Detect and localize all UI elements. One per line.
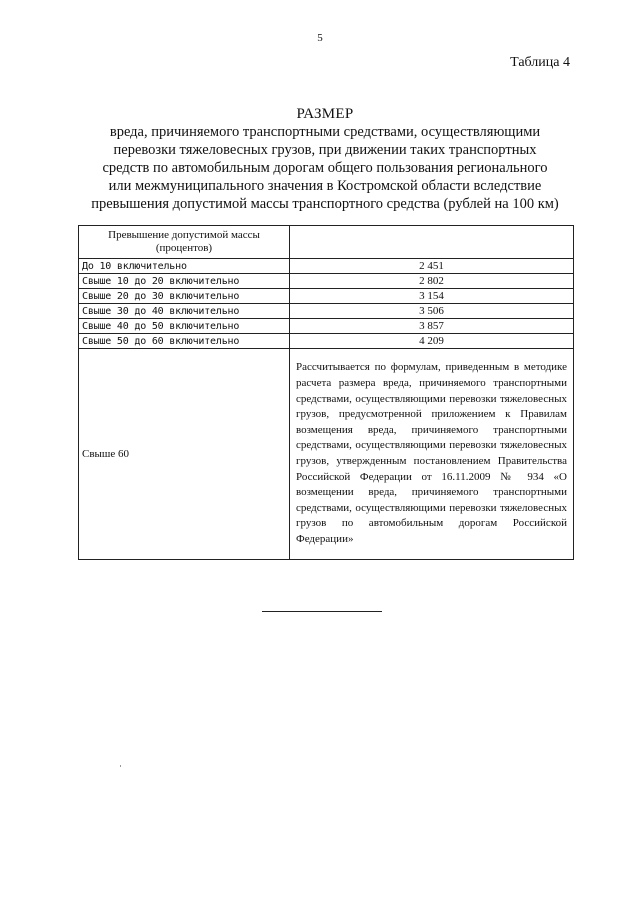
end-separator-line — [262, 611, 382, 612]
row-label: Свыше 50 до 60 включительно — [79, 334, 290, 349]
table-row — [79, 304, 574, 319]
row-value: 2 802 — [290, 274, 574, 289]
table-label: Таблица 4 — [510, 55, 570, 70]
header-text: (процентов) — [155, 242, 213, 254]
row-label: Свыше 10 до 20 включительно — [79, 274, 290, 289]
table-row-formula — [79, 349, 574, 560]
heading-line: превышения допустимой массы транспортного средства (рублей на 100 км) — [91, 196, 559, 212]
scan-speck — [120, 765, 121, 767]
row-value: 3 506 — [290, 304, 574, 319]
heading-line: средств по автомобильным дорогам общего пользования регионального — [102, 160, 548, 176]
heading-line: или межмуниципального значения в Костромской области вследствие — [108, 178, 542, 194]
table-header-row — [79, 226, 574, 259]
row-label: До 10 включительно — [79, 259, 290, 274]
heading-title: РАЗМЕР — [296, 106, 354, 122]
heading-line: перевозки тяжеловесных грузов, при движении таких транспортных — [113, 142, 537, 158]
row-label: Свыше 20 до 30 включительно — [79, 289, 290, 304]
row-label: Свыше 40 до 50 включительно — [79, 319, 290, 334]
document-heading — [60, 105, 590, 213]
header-text: Превышение допустимой массы — [108, 229, 260, 241]
header-amount — [290, 226, 574, 259]
page-number: 5 — [317, 32, 323, 44]
damage-rates-table — [78, 225, 574, 560]
table-row — [79, 319, 574, 334]
table-row — [79, 274, 574, 289]
row-value: 3 154 — [290, 289, 574, 304]
heading-line: вреда, причиняемого транспортными средствами, осуществляющими — [109, 124, 541, 140]
formula-description: Рассчитывается по формулам, приведенным в методике расчета размера вреда, причиняемого транспортными средствами, осуществляющими перевозки тяжеловесных грузов, предусмотренной приложением к Правилам возмещения вреда, причиняемого транспортными средствами, осуществляющими перевозки тяжеловесных грузов, утвержденным постановлением Правительства Российской Федерации от 16.11.2009 № 934 «О возмещении вреда, причиняемого транспортными средствами, осуществляющими перевозки тяжеловесных грузов по автомобильным дорогам Российской Федерации» — [290, 349, 574, 560]
table-row — [79, 334, 574, 349]
table-row — [79, 289, 574, 304]
row-value: 3 857 — [290, 319, 574, 334]
row-label: Свыше 60 — [79, 349, 290, 560]
row-value: 2 451 — [290, 259, 574, 274]
header-excess-percent — [79, 226, 290, 259]
row-value: 4 209 — [290, 334, 574, 349]
table-row — [79, 259, 574, 274]
row-label: Свыше 30 до 40 включительно — [79, 304, 290, 319]
